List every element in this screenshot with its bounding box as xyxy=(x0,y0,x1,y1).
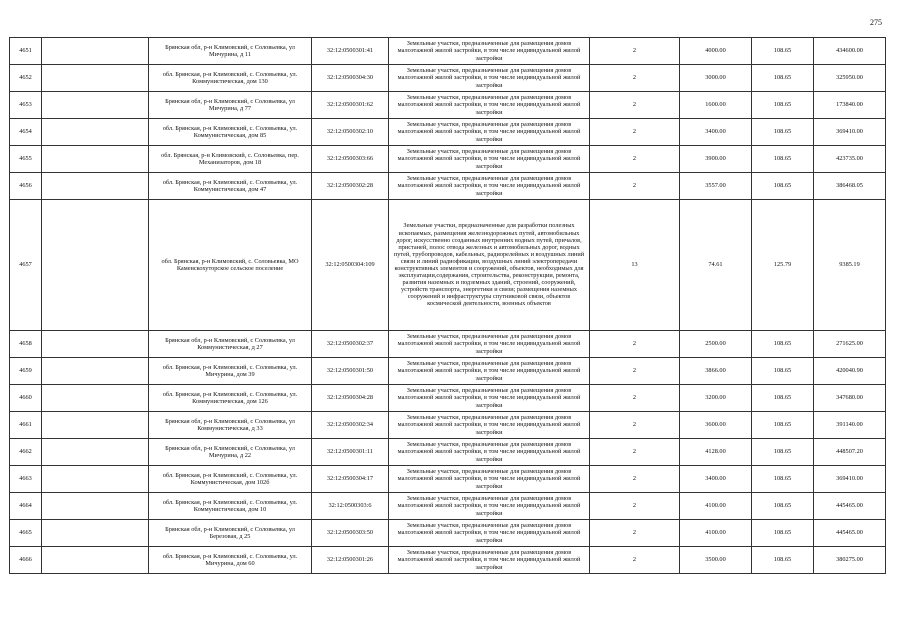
land-use-cell: Земельные участки, предназначенные для размещения домов малоэтажной жилой застройки, в том числе индивидуальной жилой застройки xyxy=(389,92,590,119)
cadastral-value-cell: 347680.00 xyxy=(814,385,886,412)
cadastral-number-cell: 32:12:0500304:109 xyxy=(312,200,389,331)
address-cell: обл. Брянская, р-н Климовский, с. Соловьевка, пер. Механизаторов, дом 18 xyxy=(149,146,312,173)
land-use-cell: Земельные участки, предназначенные для размещения домов малоэтажной жилой застройки, в том числе индивидуальной жилой застройки xyxy=(389,119,590,146)
group-cell: 2 xyxy=(590,173,680,200)
group-cell: 2 xyxy=(590,38,680,65)
blank-cell xyxy=(42,385,149,412)
row-number-cell: 4664 xyxy=(10,493,42,520)
address-cell: Брянская обл, р-н Климовский, с Соловьевка, ул Мичурина, д 11 xyxy=(149,38,312,65)
table-row xyxy=(10,331,886,358)
row-number-cell: 4658 xyxy=(10,331,42,358)
table-row xyxy=(10,119,886,146)
blank-cell xyxy=(42,439,149,466)
address-cell: Брянская обл, р-н Климовский, с Соловьевка, ул Мичурина, д 22 xyxy=(149,439,312,466)
cadastral-number-cell: 32:12:0500302:34 xyxy=(312,412,389,439)
group-cell: 2 xyxy=(590,65,680,92)
group-cell: 2 xyxy=(590,412,680,439)
cadastral-value-cell: 445465.00 xyxy=(814,493,886,520)
row-number-cell: 4659 xyxy=(10,358,42,385)
cadastral-number-cell: 32:12:0500302:37 xyxy=(312,331,389,358)
blank-cell xyxy=(42,547,149,574)
blank-cell xyxy=(42,200,149,331)
cadastral-value-cell: 445465.00 xyxy=(814,520,886,547)
row-number-cell: 4661 xyxy=(10,412,42,439)
table-row xyxy=(10,412,886,439)
area-cell: 3600.00 xyxy=(680,412,752,439)
cadastral-number-cell: 32:12:0500304:28 xyxy=(312,385,389,412)
table-body xyxy=(10,38,886,574)
blank-cell xyxy=(42,146,149,173)
address-cell: обл. Брянская, р-н Климовский, с. Соловьевка, ул. Коммунистическая, дом 47 xyxy=(149,173,312,200)
cadastral-value-cell: 386468.05 xyxy=(814,173,886,200)
address-cell: Брянская обл, р-н Климовский, с Соловьевка, ул Коммунистическая, д 33 xyxy=(149,412,312,439)
group-cell: 2 xyxy=(590,520,680,547)
area-cell: 3866.00 xyxy=(680,358,752,385)
rate-cell: 108.65 xyxy=(752,92,814,119)
land-use-cell: Земельные участки, предназначенные для размещения домов малоэтажной жилой застройки, в том числе индивидуальной жилой застройки xyxy=(389,493,590,520)
cadastral-value-cell: 369410.00 xyxy=(814,466,886,493)
blank-cell xyxy=(42,520,149,547)
area-cell: 1600.00 xyxy=(680,92,752,119)
rate-cell: 108.65 xyxy=(752,331,814,358)
row-number-cell: 4665 xyxy=(10,520,42,547)
rate-cell: 108.65 xyxy=(752,520,814,547)
row-number-cell: 4663 xyxy=(10,466,42,493)
cadastral-number-cell: 32:12:0500302:28 xyxy=(312,173,389,200)
blank-cell xyxy=(42,173,149,200)
land-use-cell: Земельные участки, предназначенные для размещения домов малоэтажной жилой застройки, в том числе индивидуальной жилой застройки xyxy=(389,358,590,385)
table-row xyxy=(10,493,886,520)
table-row xyxy=(10,146,886,173)
area-cell: 3400.00 xyxy=(680,119,752,146)
cadastral-value-cell: 325950.00 xyxy=(814,65,886,92)
cadastral-number-cell: 32:12:0500304:30 xyxy=(312,65,389,92)
blank-cell xyxy=(42,412,149,439)
rate-cell: 108.65 xyxy=(752,119,814,146)
area-cell: 4000.00 xyxy=(680,38,752,65)
cadastral-number-cell: 32:12:0500303:50 xyxy=(312,520,389,547)
cadastral-value-cell: 380275.00 xyxy=(814,547,886,574)
land-use-cell: Земельные участки, предназначенные для размещения домов малоэтажной жилой застройки, в том числе индивидуальной жилой застройки xyxy=(389,385,590,412)
cadastral-value-cell: 420040.90 xyxy=(814,358,886,385)
cadastral-number-cell: 32:12:0500302:10 xyxy=(312,119,389,146)
row-number-cell: 4652 xyxy=(10,65,42,92)
cadastral-number-cell: 32:12:0500304:17 xyxy=(312,466,389,493)
area-cell: 3500.00 xyxy=(680,547,752,574)
area-cell: 4100.00 xyxy=(680,520,752,547)
group-cell: 2 xyxy=(590,358,680,385)
cadastral-number-cell: 32:12:0500301:62 xyxy=(312,92,389,119)
cadastral-number-cell: 32:12:0500301:50 xyxy=(312,358,389,385)
group-cell: 2 xyxy=(590,466,680,493)
land-use-cell: Земельные участки, предназначенные для размещения домов малоэтажной жилой застройки, в том числе индивидуальной жилой застройки xyxy=(389,439,590,466)
address-cell: обл. Брянская, р-н Климовский, с. Соловьевка, ул. Мичурина, дом 60 xyxy=(149,547,312,574)
area-cell: 74.61 xyxy=(680,200,752,331)
address-cell: Брянская обл, р-н Климовский, с Соловьевка, ул Мичурина, д 77 xyxy=(149,92,312,119)
land-use-cell: Земельные участки, предназначенные для размещения домов малоэтажной жилой застройки, в том числе индивидуальной жилой застройки xyxy=(389,38,590,65)
rate-cell: 108.65 xyxy=(752,358,814,385)
rate-cell: 108.65 xyxy=(752,146,814,173)
group-cell: 2 xyxy=(590,547,680,574)
address-cell: обл. Брянская, р-н Климовский, с. Соловьевка, ул. Коммунистическая, дом 10 xyxy=(149,493,312,520)
rate-cell: 108.65 xyxy=(752,65,814,92)
area-cell: 3000.00 xyxy=(680,65,752,92)
table-row xyxy=(10,466,886,493)
row-number-cell: 4657 xyxy=(10,200,42,331)
rate-cell: 108.65 xyxy=(752,493,814,520)
rate-cell: 108.65 xyxy=(752,38,814,65)
blank-cell xyxy=(42,493,149,520)
area-cell: 2500.00 xyxy=(680,331,752,358)
group-cell: 2 xyxy=(590,439,680,466)
land-use-cell: Земельные участки, предназначенные для размещения домов малоэтажной жилой застройки, в том числе индивидуальной жилой застройки xyxy=(389,146,590,173)
land-use-cell: Земельные участки, предназначенные для размещения домов малоэтажной жилой застройки, в том числе индивидуальной жилой застройки xyxy=(389,65,590,92)
cadastral-value-cell: 448507.20 xyxy=(814,439,886,466)
rate-cell: 108.65 xyxy=(752,439,814,466)
row-number-cell: 4653 xyxy=(10,92,42,119)
group-cell: 2 xyxy=(590,119,680,146)
address-cell: обл. Брянская, р-н Климовский, с. Соловьевка, ул. Коммунистическая, дом 102б xyxy=(149,466,312,493)
row-number-cell: 4660 xyxy=(10,385,42,412)
table-row xyxy=(10,547,886,574)
area-cell: 3900.00 xyxy=(680,146,752,173)
cadastral-number-cell: 32:12:0500303:66 xyxy=(312,146,389,173)
area-cell: 3557.00 xyxy=(680,173,752,200)
rate-cell: 108.65 xyxy=(752,466,814,493)
land-use-cell: Земельные участки, предназначенные для размещения домов малоэтажной жилой застройки, в том числе индивидуальной жилой застройки xyxy=(389,547,590,574)
cadastral-value-cell: 271625.00 xyxy=(814,331,886,358)
page-number: 275 xyxy=(870,18,882,27)
table-row xyxy=(10,520,886,547)
rate-cell: 108.65 xyxy=(752,547,814,574)
area-cell: 3400.00 xyxy=(680,466,752,493)
group-cell: 13 xyxy=(590,200,680,331)
address-cell: обл. Брянская, р-н Климовский, с. Соловьевка, ул. Коммунистическая, дом 85 xyxy=(149,119,312,146)
blank-cell xyxy=(42,119,149,146)
row-number-cell: 4666 xyxy=(10,547,42,574)
cadastral-value-cell: 434600.00 xyxy=(814,38,886,65)
blank-cell xyxy=(42,358,149,385)
group-cell: 2 xyxy=(590,92,680,119)
cadastral-value-table xyxy=(9,37,886,574)
row-number-cell: 4651 xyxy=(10,38,42,65)
address-cell: обл. Брянская, р-н Климовский, с. Соловьевка, ул. Коммунистическая, дом 130 xyxy=(149,65,312,92)
group-cell: 2 xyxy=(590,385,680,412)
cadastral-number-cell: 32:12:0500301:26 xyxy=(312,547,389,574)
land-use-cell: Земельные участки, предназначенные для размещения домов малоэтажной жилой застройки, в том числе индивидуальной жилой застройки xyxy=(389,412,590,439)
blank-cell xyxy=(42,92,149,119)
land-use-cell: Земельные участки, предназначенные для размещения домов малоэтажной жилой застройки, в том числе индивидуальной жилой застройки xyxy=(389,466,590,493)
table-row xyxy=(10,38,886,65)
blank-cell xyxy=(42,65,149,92)
table-row xyxy=(10,439,886,466)
land-use-cell: Земельные участки, предназначенные для размещения домов малоэтажной жилой застройки, в том числе индивидуальной жилой застройки xyxy=(389,173,590,200)
cadastral-number-cell: 32:12:0500301:41 xyxy=(312,38,389,65)
blank-cell xyxy=(42,466,149,493)
address-cell: обл. Брянская, р-н Климовский, с. Соловьевка, МО Каменскохуторское сельское поселение xyxy=(149,200,312,331)
area-cell: 3200.00 xyxy=(680,385,752,412)
cadastral-value-cell: 391140.00 xyxy=(814,412,886,439)
blank-cell xyxy=(42,331,149,358)
cadastral-value-cell: 369410.00 xyxy=(814,119,886,146)
address-cell: Брянская обл, р-н Климовский, с Соловьевка, ул Березовая, д 25 xyxy=(149,520,312,547)
address-cell: обл. Брянская, р-н Климовский, с. Соловьевка, ул. Коммунистическая, дом 126 xyxy=(149,385,312,412)
row-number-cell: 4655 xyxy=(10,146,42,173)
row-number-cell: 4656 xyxy=(10,173,42,200)
area-cell: 4100.00 xyxy=(680,493,752,520)
table-row xyxy=(10,173,886,200)
table-row xyxy=(10,200,886,331)
cadastral-number-cell: 32:12:0500303:6 xyxy=(312,493,389,520)
cadastral-number-cell: 32:12:0500301:11 xyxy=(312,439,389,466)
blank-cell xyxy=(42,38,149,65)
rate-cell: 108.65 xyxy=(752,173,814,200)
table-row xyxy=(10,65,886,92)
land-use-cell: Земельные участки, предназначенные для размещения домов малоэтажной жилой застройки, в том числе индивидуальной жилой застройки xyxy=(389,520,590,547)
cadastral-value-cell: 173840.00 xyxy=(814,92,886,119)
land-use-cell: Земельные участки, предназначенные для разработки полезных ископаемых, размещения железнодорожных путей, автомобильных дорог, искусственно созданных внутренних водных путей, причалов, пристаней, полос отвода железных и автомобильных дорог, водных путей, трубопроводов, кабельных, радиорелейных и воздушных линий связи и линий радиофикации, воздушных линий электропередачи конструктивных элементов и сооружений, объектов, необходимых для эксплуатации,содержания, строительства, реконструкции, ремонта, развития наземных и подземных зданий, строений, сооружений, устройств транспорта, энергетики и связи; размещения наземных сооружений и инфраструктуры спутниковой связи, объектов космической деятельности, военных объектов xyxy=(389,200,590,331)
address-cell: обл. Брянская, р-н Климовский, с. Соловьевка, ул. Мичурина, дом 39 xyxy=(149,358,312,385)
row-number-cell: 4654 xyxy=(10,119,42,146)
table-row xyxy=(10,385,886,412)
group-cell: 2 xyxy=(590,331,680,358)
rate-cell: 108.65 xyxy=(752,412,814,439)
rate-cell: 108.65 xyxy=(752,385,814,412)
cadastral-value-cell: 9385.19 xyxy=(814,200,886,331)
group-cell: 2 xyxy=(590,146,680,173)
rate-cell: 125.79 xyxy=(752,200,814,331)
table-row xyxy=(10,92,886,119)
address-cell: Брянская обл, р-н Климовский, с Соловьевка, ул Коммунистическая, д 27 xyxy=(149,331,312,358)
group-cell: 2 xyxy=(590,493,680,520)
row-number-cell: 4662 xyxy=(10,439,42,466)
table-row xyxy=(10,358,886,385)
land-use-cell: Земельные участки, предназначенные для размещения домов малоэтажной жилой застройки, в том числе индивидуальной жилой застройки xyxy=(389,331,590,358)
area-cell: 4128.00 xyxy=(680,439,752,466)
cadastral-value-cell: 423735.00 xyxy=(814,146,886,173)
